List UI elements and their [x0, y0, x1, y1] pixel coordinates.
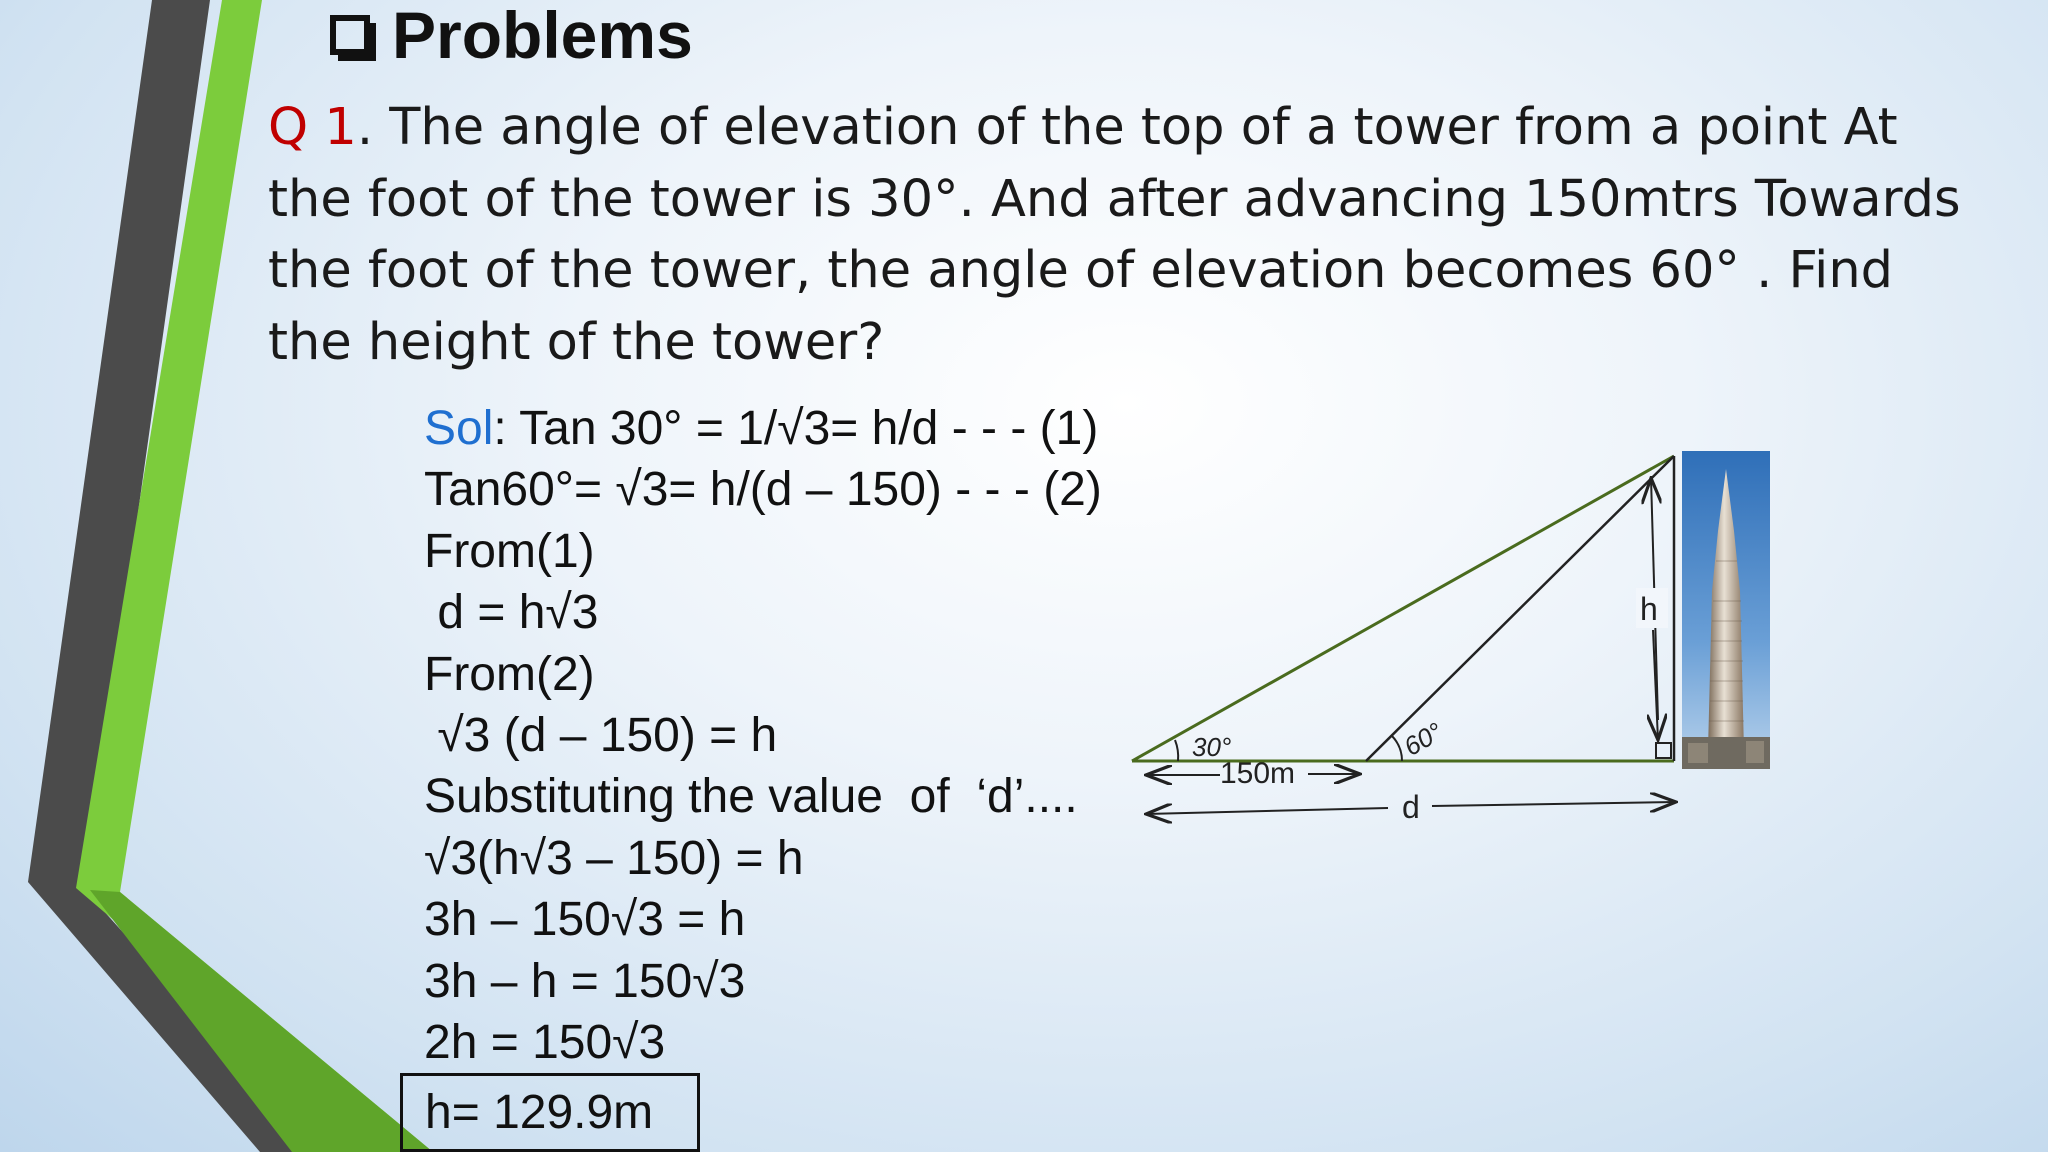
distance-d-label: d: [1402, 789, 1420, 825]
solution-line: √3(h√3 – 150) = h: [424, 831, 804, 885]
solution-line: From(2): [424, 647, 595, 701]
solution-line: d = h√3: [424, 586, 599, 640]
angle-arc-30: [1175, 740, 1178, 761]
hypotenuse-60: [1366, 456, 1674, 761]
right-angle-marker: [1656, 743, 1671, 758]
solution-line: Tan60°= √3= h/(d – 150) - - - (2): [424, 463, 1102, 517]
distance-150-label: 150m: [1220, 757, 1296, 790]
solution-line: Substituting the value of ‘d’....: [424, 770, 1078, 824]
title-text: Problems: [392, 0, 693, 72]
solution-line-text: : Tan 30° = 1/√3= h/d - - - (1): [493, 402, 1099, 455]
hypotenuse-30: [1132, 456, 1674, 761]
height-h-label: h: [1640, 591, 1658, 627]
solution-line: From(1): [424, 524, 595, 578]
solution-label: Sol: [424, 402, 494, 455]
solution-steps: [424, 398, 1102, 1073]
solution-line: √3 (d – 150) = h: [424, 708, 778, 762]
angle-30-label: 30°: [1192, 732, 1232, 762]
distance-d-arrow-right: [1432, 802, 1676, 806]
solution-line: 3h – 150√3 = h: [424, 893, 746, 947]
answer-box: h= 129.9m: [400, 1073, 700, 1152]
triangle-diagram: [1120, 440, 1680, 840]
solution-line: 2h = 150√3: [424, 1015, 666, 1069]
question-label: Q 1: [268, 98, 357, 157]
slide-title: [330, 0, 693, 70]
angle-60-label: 60°: [1398, 716, 1448, 762]
solution-line: 3h – h = 150√3: [424, 954, 746, 1008]
question-text: [268, 92, 1988, 378]
tower-photo: [1682, 451, 1770, 769]
question-body: . The angle of elevation of the top of a tower from a point At the foot of the tower is 30°. And after advancing 150mtrs Towards the foot of the tower, the angle of elevation becomes 60° . Find the height of the tower?: [268, 98, 1961, 372]
checkbox-bullet-icon: [330, 15, 370, 55]
solution-line: [424, 398, 1102, 459]
distance-d-arrow-left: [1146, 808, 1388, 814]
